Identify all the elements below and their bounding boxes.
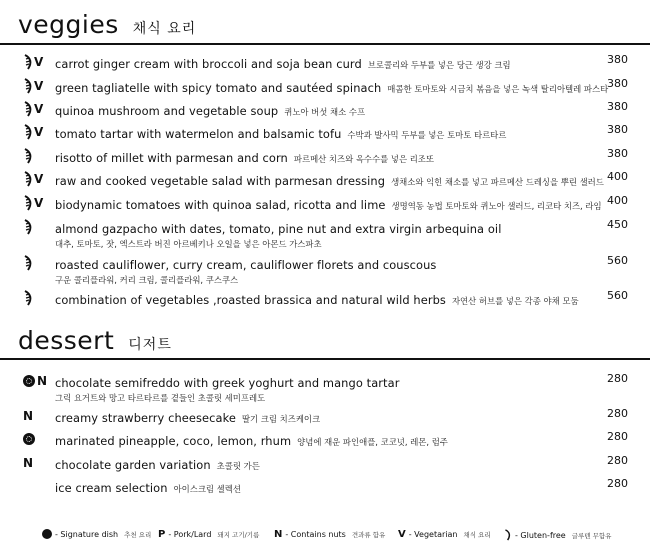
menu-item-name-ko: 브로콜리와 두부를 넣은 당근 생강 크림: [367, 60, 511, 70]
dessert-divider: [0, 358, 650, 360]
menu-item-name: combination of vegetables ,roasted brassica and natural wild herbs: [55, 293, 446, 307]
gluten-free-icon: [23, 171, 34, 187]
menu-item-name: chocolate semifreddo with greek yoghurt and mango tartar: [55, 376, 400, 390]
menu-item-name: roasted cauliflower, curry cream, cauliflower florets and couscous: [55, 258, 437, 272]
menu-item-name: green tagliatelle with spicy tomato and sautéed spinach: [55, 81, 382, 95]
menu-item-name-ko: 파르메산 치즈와 옥수수를 넣은 리조또: [293, 154, 434, 164]
menu-item-name: creamy strawberry cheesecake: [55, 411, 236, 425]
menu-item-name: ice cream selection: [55, 481, 168, 495]
menu-item-name-ko: 자연산 허브를 넣은 각종 야채 모둠: [451, 296, 579, 306]
vegetarian-icon: V: [34, 125, 44, 139]
menu-item: [0, 98, 650, 120]
menu-item-name-ko: 매콤한 토마토와 시금치 볶음을 넣은 녹색 탈리아텔레 파스타: [387, 84, 609, 94]
menu-item-name-ko: 생채소와 익힌 채소를 넣고 파르메산 드레싱을 뿌린 샐러드: [391, 177, 604, 187]
menu-item: [0, 370, 650, 403]
menu-item-name: biodynamic tomatoes with quinoa salad, ricotta and lime: [55, 198, 386, 212]
veggies-title: veggies: [18, 10, 119, 39]
menu-item-price: 380: [607, 147, 628, 160]
menu-item: [0, 216, 650, 249]
menu-item-price: 280: [607, 454, 628, 467]
menu-item-price: 400: [607, 170, 628, 183]
diet-marks: [23, 77, 53, 95]
menu-item-name: quinoa mushroom and vegetable soup: [55, 104, 279, 118]
diet-marks: [23, 53, 53, 71]
diet-marks: [23, 289, 53, 307]
vegetarian-icon: V: [34, 79, 44, 93]
gluten-free-icon: [23, 78, 34, 94]
legend-label-ko: 견과류 함유: [351, 531, 386, 539]
menu-item-price: 280: [607, 477, 628, 490]
menu-item: [0, 428, 650, 450]
legend-label: - Gluten-free: [515, 530, 566, 540]
dessert-title-ko: 디저트: [128, 337, 172, 353]
diet-marks: [23, 477, 53, 495]
menu-item-text: [55, 407, 595, 426]
dessert-header: [18, 326, 172, 355]
menu-item-name-ko: 생명역동 농법 토마토와 퀴노아 샐러드, 리코타 치즈, 라임: [391, 201, 602, 211]
legend-label-ko: 글루텐 무함유: [571, 531, 612, 540]
menu-item: [0, 121, 650, 143]
diet-marks: [23, 170, 53, 188]
menu-item-text: [55, 430, 595, 449]
signature-dish-icon: [42, 529, 52, 539]
menu-item-text: [55, 289, 595, 308]
menu-item-name: tomato tartar with watermelon and balsamic tofu: [55, 127, 342, 141]
legend-label-ko: 추천 요리: [124, 530, 152, 539]
menu-item-price: 560: [607, 254, 628, 267]
menu-item-name: chocolate garden variation: [55, 458, 211, 472]
veggies-title-ko: 채식 요리: [132, 21, 197, 37]
menu-item-price: 280: [607, 430, 628, 443]
menu-item-text: [55, 147, 595, 166]
diet-marks: [23, 407, 53, 425]
menu-item-price: 380: [607, 100, 628, 113]
menu-item: [0, 252, 650, 285]
vegetarian-icon: V: [34, 55, 44, 69]
legend-symbol: V: [398, 529, 406, 540]
menu-item-text: [55, 477, 595, 496]
menu-item-text: [55, 170, 604, 189]
diet-marks: [23, 123, 53, 141]
signature-dish-icon: [23, 433, 35, 445]
legend-item: [158, 529, 259, 540]
menu-item: [0, 75, 650, 97]
diet-marks: [23, 254, 53, 272]
contains-nuts-icon: N: [37, 374, 48, 388]
legend-label: - Vegetarian: [408, 530, 458, 539]
veggies-divider: [0, 43, 650, 45]
menu-item: [0, 145, 650, 167]
contains-nuts-icon: N: [23, 409, 34, 423]
vegetarian-icon: V: [34, 102, 44, 116]
diet-marks: [23, 218, 53, 236]
menu-item-text: [55, 53, 595, 72]
legend-label: - Pork/Lard: [168, 530, 212, 539]
gluten-free-icon: [23, 255, 34, 271]
legend-label-ko: 채식 요리: [463, 531, 491, 539]
vegetarian-icon: V: [34, 196, 44, 210]
menu-item-text: [55, 218, 595, 250]
menu-item-text: [55, 254, 595, 286]
menu-item-name-ko: 양념에 재운 파인애플, 코코넛, 레몬, 럼주: [297, 437, 448, 447]
menu-item-price: 280: [607, 372, 628, 385]
legend-label-ko: 돼지 고기/기름: [217, 531, 260, 539]
menu-item-text: [55, 372, 595, 404]
menu-item-name-ko: 딸기 크림 치즈케이크: [241, 414, 321, 424]
legend-symbol: N: [274, 529, 283, 540]
gluten-free-icon: [23, 195, 34, 211]
gluten-free-icon: [23, 54, 34, 70]
menu-item: [0, 287, 650, 309]
gluten-free-icon: [23, 124, 34, 140]
menu-item-name: risotto of millet with parmesan and corn: [55, 151, 288, 165]
diet-marks: [23, 454, 53, 472]
menu-item-text: [55, 77, 609, 96]
menu-item-name-ko: 초콜릿 가든: [216, 461, 260, 471]
menu-item-text: [55, 454, 595, 473]
menu-item-name-ko: 수박과 발사믹 두부를 넣은 토마토 타르타르: [347, 130, 507, 140]
menu-item-price: 280: [607, 407, 628, 420]
menu-item-text: [55, 100, 595, 119]
signature-dish-icon: [23, 375, 35, 387]
menu-item-price: 560: [607, 289, 628, 302]
dessert-title: dessert: [18, 326, 115, 355]
gluten-free-icon: [504, 529, 512, 541]
diet-marks: [23, 100, 53, 118]
legend-label: - Signature dish: [55, 529, 119, 539]
menu-item-name-ko: 퀴노아 버섯 채소 수프: [284, 107, 366, 117]
menu-item: [0, 475, 650, 497]
menu-item: [0, 192, 650, 214]
gluten-free-icon: [23, 219, 34, 235]
contains-nuts-icon: N: [23, 456, 34, 470]
menu-item-name-ko: 구운 콜리플라워, 커리 크림, 콜리플라워, 쿠스쿠스: [55, 275, 239, 285]
menu-item-name: carrot ginger cream with broccoli and soja bean curd: [55, 57, 362, 71]
legend-item: [504, 529, 611, 541]
gluten-free-icon: [23, 101, 34, 117]
gluten-free-icon: [23, 148, 34, 164]
menu-item-price: 380: [607, 77, 628, 90]
menu-item-name: almond gazpacho with dates, tomato, pine nut and extra virgin arbequina oil: [55, 222, 502, 236]
diet-marks: [23, 430, 53, 448]
menu-item: [0, 168, 650, 190]
legend-symbol: P: [158, 529, 166, 540]
menu-item-price: 450: [607, 218, 628, 231]
menu-item-name-ko: 그릭 요거트와 망고 타르타르를 곁들인 초콜릿 세미프레도: [55, 393, 266, 403]
menu-item-name: raw and cooked vegetable salad with parmesan dressing: [55, 174, 386, 188]
veggies-header: [18, 10, 196, 39]
legend-item: [398, 529, 491, 540]
legend: [0, 529, 650, 545]
gluten-free-icon: [23, 290, 34, 306]
menu-item: [0, 452, 650, 474]
diet-marks: [23, 194, 53, 212]
menu-item-price: 380: [607, 123, 628, 136]
menu-item-text: [55, 123, 595, 142]
vegetarian-icon: V: [34, 172, 44, 186]
menu-item-name: marinated pineapple, coco, lemon, rhum: [55, 434, 292, 448]
legend-item: [42, 529, 151, 539]
diet-marks: [23, 147, 53, 165]
menu-item-text: [55, 194, 602, 213]
menu-item-name-ko: 아이스크림 셀렉션: [173, 484, 241, 494]
menu-item: [0, 51, 650, 73]
legend-item: [274, 529, 385, 540]
menu-item-name-ko: 대추, 토마토, 잣, 엑스트라 버진 아르베키나 오일을 넣은 아몬드 가스파초: [55, 239, 322, 249]
menu-item-price: 400: [607, 194, 628, 207]
menu-item-price: 380: [607, 53, 628, 66]
menu-item: [0, 405, 650, 427]
legend-label: - Contains nuts: [285, 530, 346, 539]
diet-marks: [23, 372, 53, 390]
